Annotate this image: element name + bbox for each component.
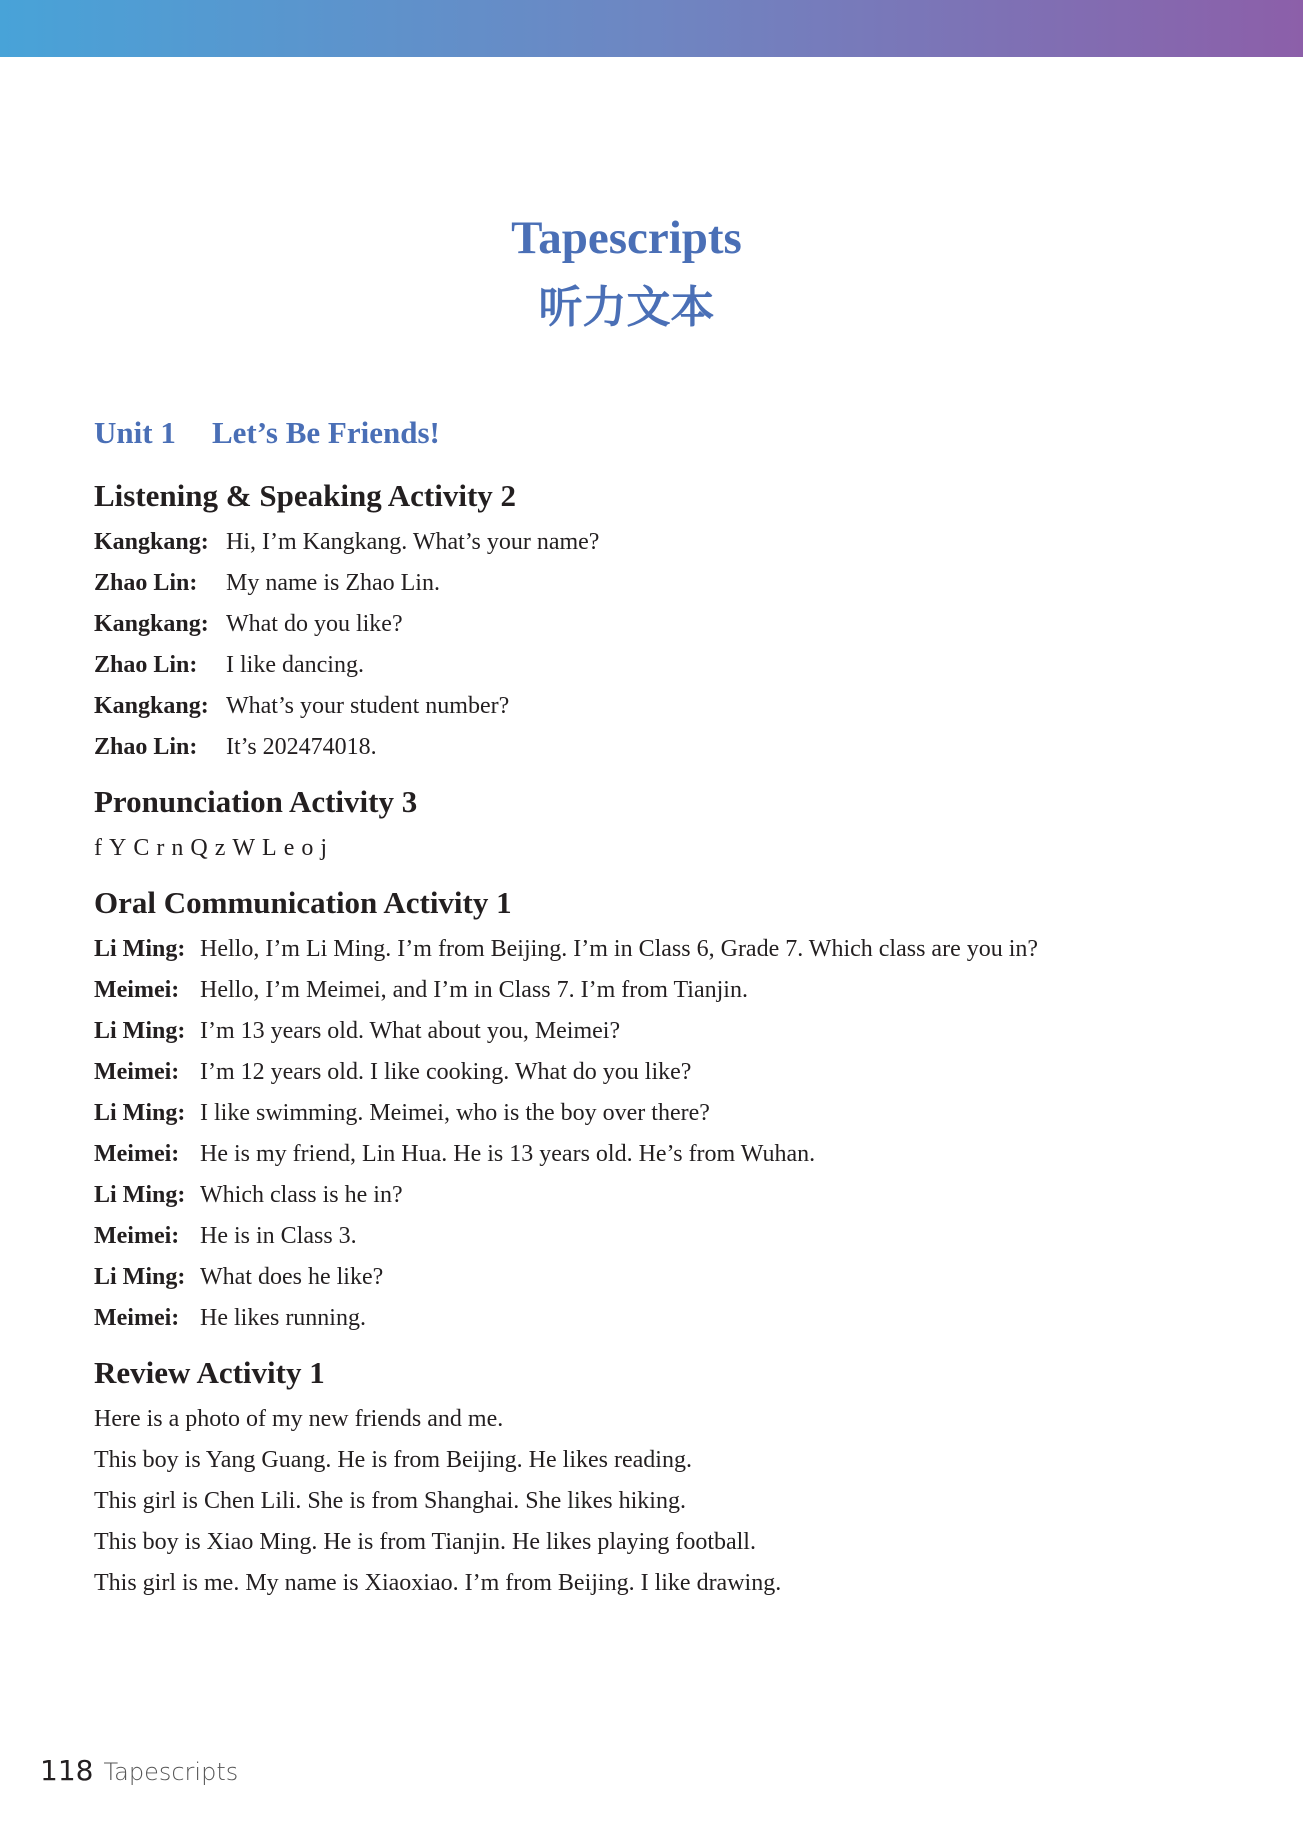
speaker-name: Meimei:	[94, 1305, 180, 1331]
dialogue-line	[94, 970, 1234, 1011]
dialogue-text: I’m 13 years old. What about you, Meimei?	[200, 1018, 621, 1044]
dialogue-text: Which class is he in?	[200, 1182, 403, 1208]
dialogue-lines	[94, 522, 1234, 768]
pronunciation-letter: Q	[190, 835, 209, 861]
dialogue-line	[94, 604, 1234, 645]
speaker-name: Zhao Lin:	[94, 652, 198, 678]
section-heading	[94, 470, 1234, 522]
dialogue-line	[94, 563, 1234, 604]
dialogue-line	[94, 727, 1234, 768]
speaker-name: Kangkang:	[94, 529, 209, 555]
page-footer	[40, 1754, 238, 1787]
dialogue-line	[94, 1216, 1234, 1257]
dialogue-text: Hi, I’m Kangkang. What’s your name?	[226, 529, 600, 555]
speaker-name: Kangkang:	[94, 693, 209, 719]
pronunciation-letters	[94, 828, 1234, 869]
speaker-name: Li Ming:	[94, 1182, 186, 1208]
section-heading-activity: Activity 1	[190, 1355, 325, 1390]
pronunciation-letter: z	[214, 835, 227, 861]
dialogue-line	[94, 1257, 1234, 1298]
speaker-name: Li Ming:	[94, 936, 186, 962]
section-heading-activity: Activity 1	[377, 885, 512, 920]
review-line: Here is a photo of my new friends and me.	[94, 1406, 504, 1432]
dialogue-lines	[94, 929, 1234, 1339]
dialogue-text: He likes running.	[200, 1305, 366, 1331]
pronunciation-letter: n	[171, 835, 185, 861]
unit-number: Unit 1	[94, 415, 176, 450]
speaker-name: Meimei:	[94, 977, 180, 1003]
dialogue-line	[94, 1011, 1234, 1052]
dialogue-text: It’s 202474018.	[226, 734, 377, 760]
dialogue-text: I’m 12 years old. I like cooking. What do you like?	[200, 1059, 692, 1085]
section-heading	[94, 877, 1234, 929]
pronunciation-letter: Y	[109, 835, 128, 861]
header-band	[0, 0, 1303, 57]
review-line: This girl is me. My name is Xiaoxiao. I’m from Beijing. I like drawing.	[94, 1570, 782, 1596]
unit-heading	[94, 404, 1234, 462]
section-heading	[94, 1347, 1234, 1399]
dialogue-text: I like dancing.	[226, 652, 364, 678]
tapescript-content	[94, 404, 1234, 1604]
dialogue-line	[94, 522, 1234, 563]
speaker-name: Li Ming:	[94, 1264, 186, 1290]
pronunciation-letter: L	[262, 835, 278, 861]
speaker-name: Li Ming:	[94, 1018, 186, 1044]
dialogue-text: What’s your student number?	[226, 693, 510, 719]
dialogue-line	[94, 645, 1234, 686]
section-heading-activity: Activity 2	[381, 478, 517, 513]
dialogue-line	[94, 1175, 1234, 1216]
review-line: This boy is Yang Guang. He is from Beijing. He likes reading.	[94, 1447, 692, 1473]
page-title-block	[0, 205, 1253, 345]
speaker-name: Meimei:	[94, 1059, 180, 1085]
pronunciation-letter: o	[301, 835, 315, 861]
dialogue-text: He is in Class 3.	[200, 1223, 357, 1249]
section-heading-bold: Pronunciation	[94, 784, 283, 819]
dialogue-line	[94, 1052, 1234, 1093]
speaker-name: Kangkang:	[94, 611, 209, 637]
section-heading	[94, 776, 1234, 828]
dialogue-text: What does he like?	[200, 1264, 384, 1290]
dialogue-line	[94, 1298, 1234, 1339]
dialogue-text: He is my friend, Lin Hua. He is 13 years old. He’s from Wuhan.	[200, 1141, 816, 1167]
section-heading-activity: Activity 3	[282, 784, 418, 819]
review-line: This girl is Chen Lili. She is from Shanghai. She likes hiking.	[94, 1488, 686, 1514]
dialogue-text: I like swimming. Meimei, who is the boy over there?	[200, 1100, 710, 1126]
pronunciation-letter: j	[320, 835, 329, 861]
page-title: Tapescripts	[511, 212, 742, 264]
footer-label: Tapescripts	[103, 1758, 239, 1786]
review-lines	[94, 1399, 1234, 1604]
oral-communication-section	[94, 877, 1234, 1339]
dialogue-line	[94, 1093, 1234, 1134]
speaker-name: Zhao Lin:	[94, 734, 198, 760]
pronunciation-letter: C	[133, 835, 151, 861]
dialogue-line	[94, 686, 1234, 727]
speaker-name: Meimei:	[94, 1141, 180, 1167]
listening-section	[94, 470, 1234, 768]
speaker-name: Zhao Lin:	[94, 570, 198, 596]
section-heading-bold: Oral Communication	[94, 885, 378, 920]
page-number: 118	[40, 1754, 94, 1787]
pronunciation-letter: e	[283, 835, 296, 861]
dialogue-text: My name is Zhao Lin.	[226, 570, 440, 596]
dialogue-text: What do you like?	[226, 611, 403, 637]
unit-name: Let’s Be Friends!	[212, 415, 440, 450]
section-heading-bold: Listening & Speaking	[94, 478, 382, 513]
review-section	[94, 1347, 1234, 1604]
page-title-chinese: 听力文本	[538, 282, 715, 333]
dialogue-line	[94, 929, 1234, 970]
pronunciation-letter: W	[232, 835, 257, 861]
pronunciation-letter: f	[94, 835, 103, 861]
review-line: This boy is Xiao Ming. He is from Tianjin. He likes playing football.	[94, 1529, 756, 1555]
pronunciation-letter: r	[156, 835, 166, 861]
dialogue-text: Hello, I’m Meimei, and I’m in Class 7. I’m from Tianjin.	[200, 977, 748, 1003]
pronunciation-section	[94, 776, 1234, 869]
dialogue-line	[94, 1134, 1234, 1175]
dialogue-text: Hello, I’m Li Ming. I’m from Beijing. I’m in Class 6, Grade 7. Which class are you in?	[200, 936, 1039, 962]
speaker-name: Meimei:	[94, 1223, 180, 1249]
speaker-name: Li Ming:	[94, 1100, 186, 1126]
section-heading-bold: Review	[94, 1355, 191, 1390]
